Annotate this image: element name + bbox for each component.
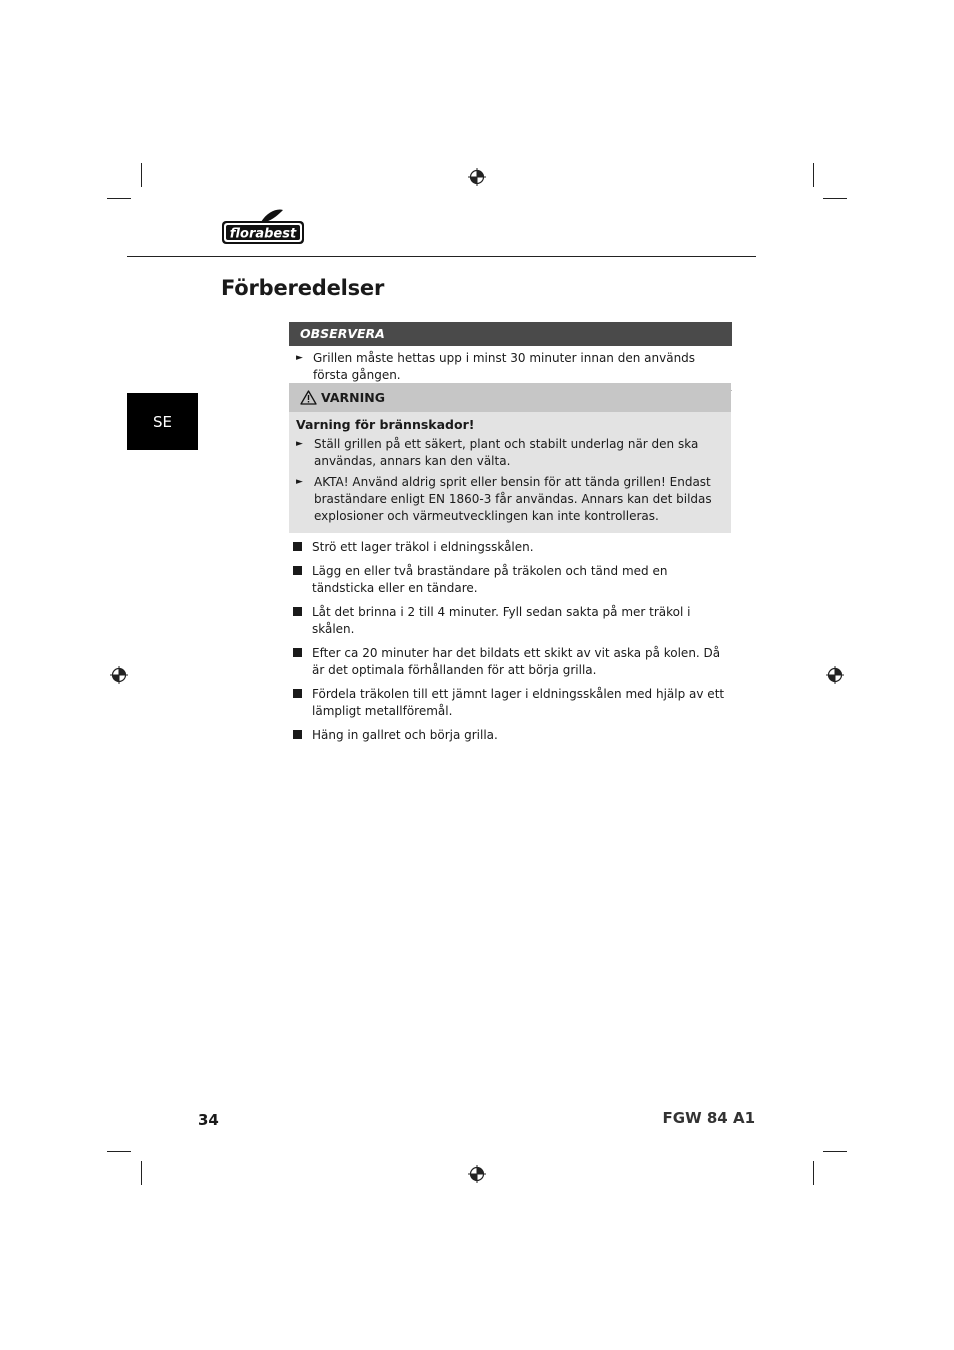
registration-mark-icon xyxy=(826,666,844,684)
page-title: Förberedelser xyxy=(221,276,385,300)
crop-mark xyxy=(813,163,814,187)
varning-item-text: AKTA! Använd aldrig sprit eller bensin för att tända grillen! Endast braständare enligt EN 1860-3 får användas. Annars kan det bildas explosioner och värmeutvecklingen kan inte kontrolleras. xyxy=(314,475,712,523)
square-bullet-icon xyxy=(293,607,302,616)
varning-notice xyxy=(289,383,731,533)
arrow-bullet-icon: ► xyxy=(296,353,303,363)
header-rule xyxy=(127,256,756,257)
observera-notice xyxy=(289,322,732,391)
square-bullet-icon xyxy=(293,730,302,739)
observera-item-text: Grillen måste hettas upp i minst 30 minuter innan den används första gången. xyxy=(313,351,696,382)
list-item: Låt det brinna i 2 till 4 minuter. Fyll sedan sakta på mer träkol i skålen. xyxy=(292,604,732,638)
square-bullet-icon xyxy=(293,542,302,551)
observera-heading: OBSERVERA xyxy=(289,322,732,346)
crop-mark xyxy=(107,1151,131,1152)
florabest-logo xyxy=(221,208,305,246)
preparation-steps xyxy=(292,539,732,751)
square-bullet-icon xyxy=(293,566,302,575)
varning-header xyxy=(289,383,731,412)
list-item: Strö ett lager träkol i eldningsskålen. xyxy=(292,539,732,556)
list-item: Efter ca 20 minuter har det bildats ett skikt av vit aska på kolen. Då är det optimala förhållanden för att börja grilla. xyxy=(292,645,732,679)
crop-mark xyxy=(813,1161,814,1185)
varning-heading: VARNING xyxy=(321,390,385,405)
list-item: Fördela träkolen till ett jämnt lager i eldningsskålen med hjälp av ett lämpligt metallföremål. xyxy=(292,686,732,720)
list-item: Lägg en eller två braständare på träkolen och tänd med en tändsticka eller en tändare. xyxy=(292,563,732,597)
registration-mark-icon xyxy=(468,168,486,186)
registration-mark-icon xyxy=(468,1165,486,1183)
language-tab-label: SE xyxy=(153,412,172,431)
warning-triangle-icon xyxy=(300,390,317,405)
crop-mark xyxy=(823,198,847,199)
arrow-bullet-icon: ► xyxy=(296,477,303,487)
varning-item-text: Ställ grillen på ett säkert, plant och stabilt underlag när den ska användas, annars kan den välta. xyxy=(314,437,699,468)
list-item: Häng in gallret och börja grilla. xyxy=(292,727,732,744)
varning-item xyxy=(289,436,731,470)
language-tab xyxy=(127,393,198,450)
square-bullet-icon xyxy=(293,689,302,698)
crop-mark xyxy=(141,163,142,187)
model-number: FGW 84 A1 xyxy=(662,1109,755,1127)
svg-text:florabest: florabest xyxy=(229,226,297,242)
observera-item xyxy=(289,350,732,384)
varning-subheading: Varning för brännskador! xyxy=(296,417,475,432)
crop-mark xyxy=(107,198,131,199)
page-number: 34 xyxy=(198,1111,219,1129)
varning-item xyxy=(289,474,731,525)
registration-mark-icon xyxy=(110,666,128,684)
square-bullet-icon xyxy=(293,648,302,657)
arrow-bullet-icon: ► xyxy=(296,439,303,449)
crop-mark xyxy=(141,1161,142,1185)
crop-mark xyxy=(823,1151,847,1152)
